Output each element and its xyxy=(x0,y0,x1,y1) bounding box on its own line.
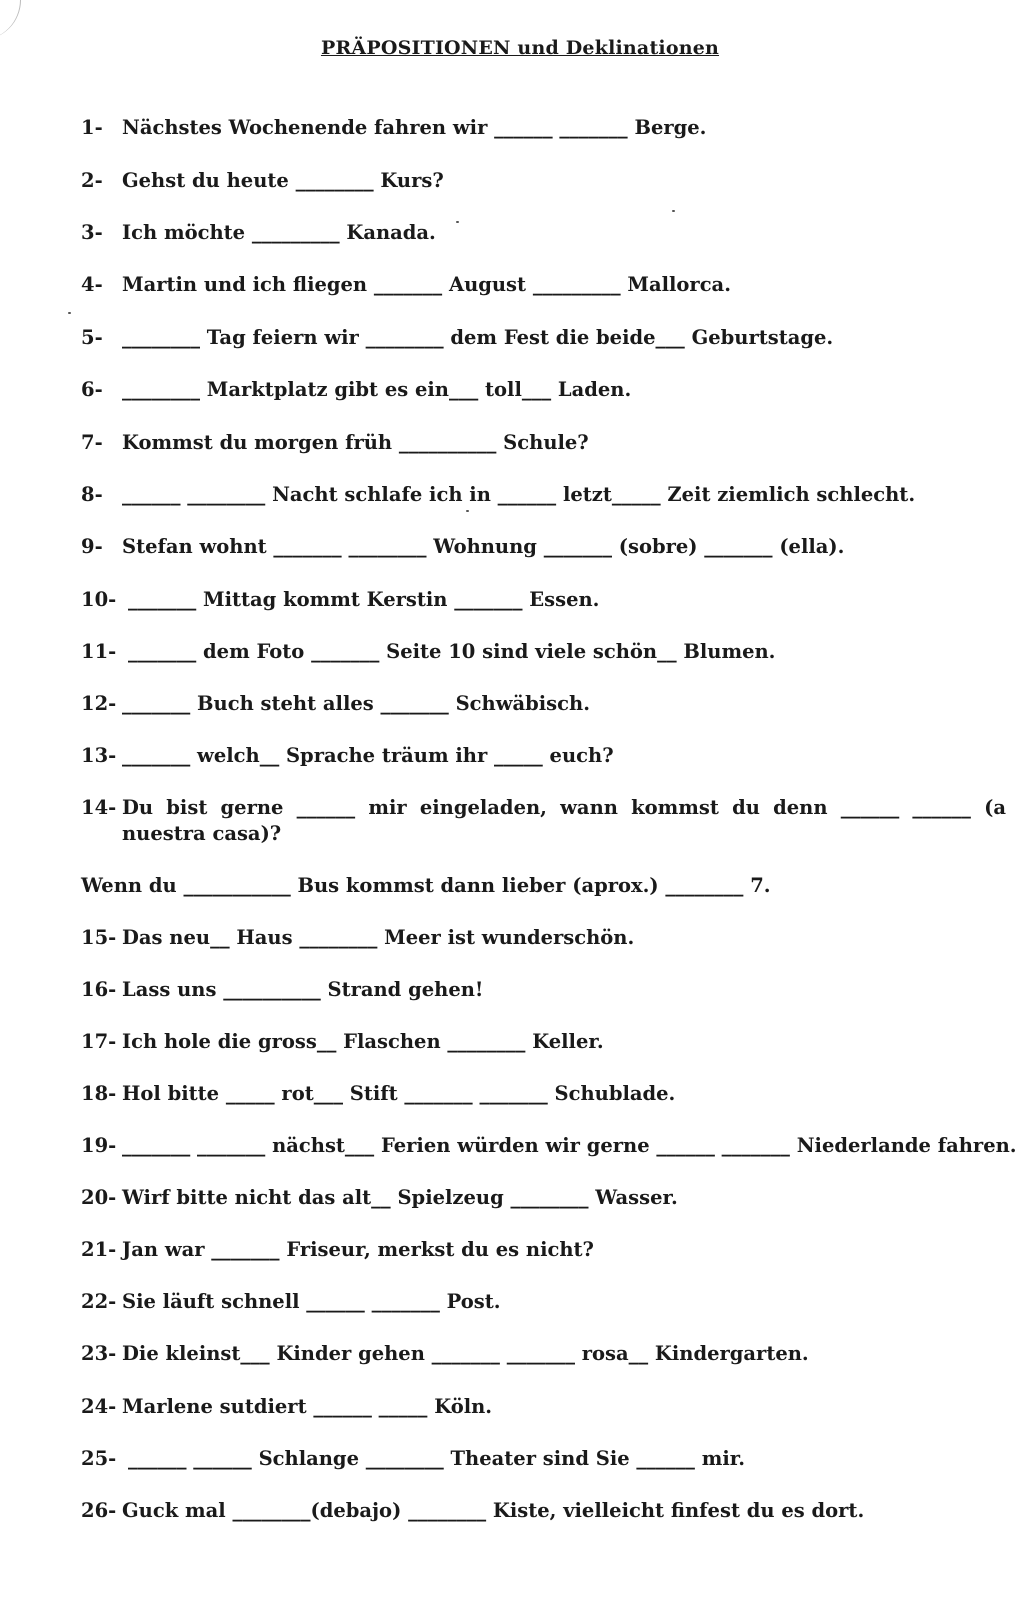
exercise-3: 3- Ich möchte _________ Kanada. xyxy=(81,221,436,244)
exercise-19: 19- _______ _______ nächst___ Ferien würden wir gerne ______ _______ Niederlande fahren. xyxy=(81,1134,1017,1157)
exercise-21: 21- Jan war _______ Friseur, merkst du es nicht? xyxy=(81,1238,594,1261)
exercise-5: 5- ________ Tag feiern wir ________ dem Fest die beide___ Geburtstage. xyxy=(81,326,834,349)
exercise-8: 8- ______ ________ Nacht schlafe ich in ______ letzt_____ Zeit ziemlich schlecht. xyxy=(81,483,916,506)
exercise-1: 1- Nächstes Wochenende fahren wir ______ _______ Berge. xyxy=(81,116,707,139)
exercise-12: 12- _______ Buch steht alles _______ Schwäbisch. xyxy=(81,692,590,715)
exercise-14: 14- Du bist gerne ______ mir eingeladen, wann kommst du denn ______ ______ (a nuestra casa)? xyxy=(81,796,1006,845)
exercise-24: 24- Marlene sutdiert ______ _____ Köln. xyxy=(81,1395,493,1418)
scan-speck xyxy=(672,210,675,212)
scan-speck xyxy=(456,221,459,223)
exercise-13: 13- _______ welch__ Sprache träum ihr _____ euch? xyxy=(81,744,614,767)
exercise-2: 2- Gehst du heute ________ Kurs? xyxy=(81,169,444,192)
exercise-16: 16- Lass uns __________ Strand gehen! xyxy=(81,978,484,1001)
page-title: PRÄPOSITIONEN und Deklinationen xyxy=(320,37,720,59)
exercise-10: 10- _______ Mittag kommt Kerstin _______ Essen. xyxy=(81,588,600,611)
scan-speck xyxy=(466,510,469,512)
exercise-11: 11- _______ dem Foto _______ Seite 10 sind viele schön__ Blumen. xyxy=(81,640,776,663)
exercise-26: 26- Guck mal ________(debajo) ________ Kiste, vielleicht finfest du es dort. xyxy=(81,1499,865,1522)
exercise-6: 6- ________ Marktplatz gibt es ein___ toll___ Laden. xyxy=(81,378,632,401)
exercise-15: 15- Das neu__ Haus ________ Meer ist wunderschön. xyxy=(81,926,635,949)
page-corner-mark xyxy=(0,0,21,40)
scan-speck xyxy=(68,312,71,314)
exercise-4: 4- Martin und ich fliegen _______ August _________ Mallorca. xyxy=(81,273,731,296)
exercise-18: 18- Hol bitte _____ rot___ Stift _______ _______ Schublade. xyxy=(81,1082,676,1105)
exercise-9: 9- Stefan wohnt _______ ________ Wohnung _______ (sobre) _______ (ella). xyxy=(81,535,845,558)
exercise-20: 20- Wirf bitte nicht das alt__ Spielzeug ________ Wasser. xyxy=(81,1186,678,1209)
exercise-23: 23- Die kleinst___ Kinder gehen _______ _______ rosa__ Kindergarten. xyxy=(81,1342,809,1365)
exercise-7: 7- Kommst du morgen früh __________ Schule? xyxy=(81,431,589,454)
exercise-25: 25- ______ ______ Schlange ________ Theater sind Sie ______ mir. xyxy=(81,1447,746,1470)
exercise-14-continuation: Wenn du ___________ Bus kommst dann lieber (aprox.) ________ 7. xyxy=(81,874,771,897)
exercise-17: 17- Ich hole die gross__ Flaschen ________ Keller. xyxy=(81,1030,604,1053)
exercise-22: 22- Sie läuft schnell ______ _______ Post. xyxy=(81,1290,501,1313)
